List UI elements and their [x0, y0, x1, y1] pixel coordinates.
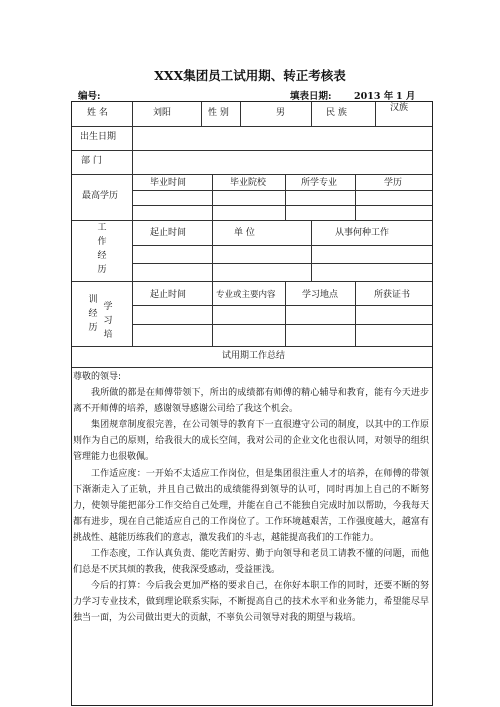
- summary-body: [73, 369, 429, 627]
- gender-label: 性 别: [208, 108, 229, 118]
- work-history-label: 工 作 经 历: [97, 223, 107, 275]
- row-divider: [132, 263, 432, 264]
- work-col-employer: 单 位: [234, 228, 255, 238]
- number-label: 编号:: [78, 91, 101, 102]
- col-divider: [212, 281, 213, 346]
- gender-value: 男: [276, 108, 286, 118]
- col-divider: [132, 102, 133, 346]
- assessment-form: [71, 101, 433, 706]
- row-divider: [72, 367, 432, 368]
- summary-paragraph: 集团规章制度很完善，在公司领导的教育下一直很遵守公司的制度，以其中的工作原则作为自己的原则，给我很大的成长空间，我对公司的企业文化也很认同，对领导的组织管理能力也很敬佩。: [73, 420, 429, 463]
- col-divider: [355, 281, 356, 346]
- name-label: 姓 名: [87, 108, 108, 118]
- name-value: 刘阳: [153, 108, 172, 118]
- department-label: 部 门: [81, 156, 102, 166]
- col-divider: [240, 102, 241, 126]
- row-divider: [132, 190, 432, 191]
- birth-date-label: 出生日期: [80, 132, 117, 142]
- training-col-period: 起止时间: [150, 290, 187, 300]
- col-divider: [285, 174, 286, 220]
- col-divider: [212, 174, 213, 220]
- row-divider: [72, 126, 432, 127]
- date-label: 填表日期:: [290, 91, 332, 102]
- col-divider: [212, 220, 213, 281]
- col-divider: [375, 102, 376, 126]
- education-col-grad-time: 毕业时间: [150, 178, 187, 188]
- summary-paragraph: 工作态度，工作认真负责、能吃苦耐劳、勤于向领导和老员工请教不懂的问题，而他们总是不厌其烦的教我，使我深受感动，受益匪浅。: [73, 549, 429, 576]
- col-divider: [285, 281, 286, 346]
- summary-paragraph: 工作适应度：一开始不太适应工作岗位，但是集团很注重人才的培养，在师傅的带领下渐渐走入了正轨，并且自己做出的成绩能得到领导的认可，同时再加上自己的不断努力，使领导能把部分工作交给自己处理，并能在自己不能独自完成时加以帮助，今我每天都有进步，现在自己能适应自己的工作岗位了。工作环境越艰苦，工作强度越大，越富有挑战性、越能历练我们的意志，激发我们的斗志，越能提高我们的工作能力。: [73, 468, 429, 543]
- training-col-certificate: 所获证书: [374, 290, 411, 300]
- ethnicity-label: 民 族: [326, 108, 347, 118]
- row-divider: [72, 150, 432, 151]
- summary-paragraph: 今后的打算：今后我会更加严格的要求自己，在你好本职工作的同时，还要不断的努力学习专业技术，做到理论联系实际，不断提高自己的技术水平和业务能力，希望能尽早独当一面，为公司做出更大的贡献，不辜负公司领导对我的期望与栽培。: [73, 581, 429, 624]
- training-col-content: 专业或主要内容: [216, 290, 276, 300]
- training-col-location: 学习地点: [302, 290, 339, 300]
- row-divider: [72, 281, 432, 282]
- col-divider: [201, 102, 202, 126]
- summary-heading: 试用期工作总结: [222, 351, 286, 361]
- row-divider: [132, 205, 432, 206]
- date-year: 2013 年: [354, 91, 394, 102]
- work-col-role: 从事何种工作: [335, 228, 390, 238]
- row-divider: [132, 245, 432, 246]
- date-month: 1 月: [396, 91, 416, 102]
- row-divider: [72, 220, 432, 221]
- summary-paragraph: 我所做的都是在师傅带领下，所出的成绩都有师傅的精心辅导和教育，能有今天进步离不开师傅的培养，感谢领导感谢公司给了我这个机会。: [73, 388, 429, 415]
- education-label: 最高学历: [82, 191, 119, 201]
- work-col-period: 起止时间: [150, 228, 187, 238]
- page-title: XXX集团员工试用期、转正考核表: [154, 68, 346, 83]
- education-col-degree: 学历: [384, 178, 403, 188]
- row-divider: [72, 346, 432, 347]
- col-divider: [355, 174, 356, 220]
- education-col-school: 毕业院校: [230, 178, 267, 188]
- ethnicity-value: 汉族: [390, 103, 409, 113]
- col-divider: [311, 220, 312, 281]
- col-divider: [311, 102, 312, 126]
- training-label-left: 训 经 历: [88, 295, 98, 333]
- row-divider: [132, 305, 432, 306]
- summary-greeting: 尊敬的领导:: [73, 372, 122, 382]
- training-label-right: 学 习 培: [103, 302, 113, 340]
- education-col-major: 所学专业: [301, 178, 338, 188]
- row-divider: [132, 324, 432, 325]
- row-divider: [72, 174, 432, 175]
